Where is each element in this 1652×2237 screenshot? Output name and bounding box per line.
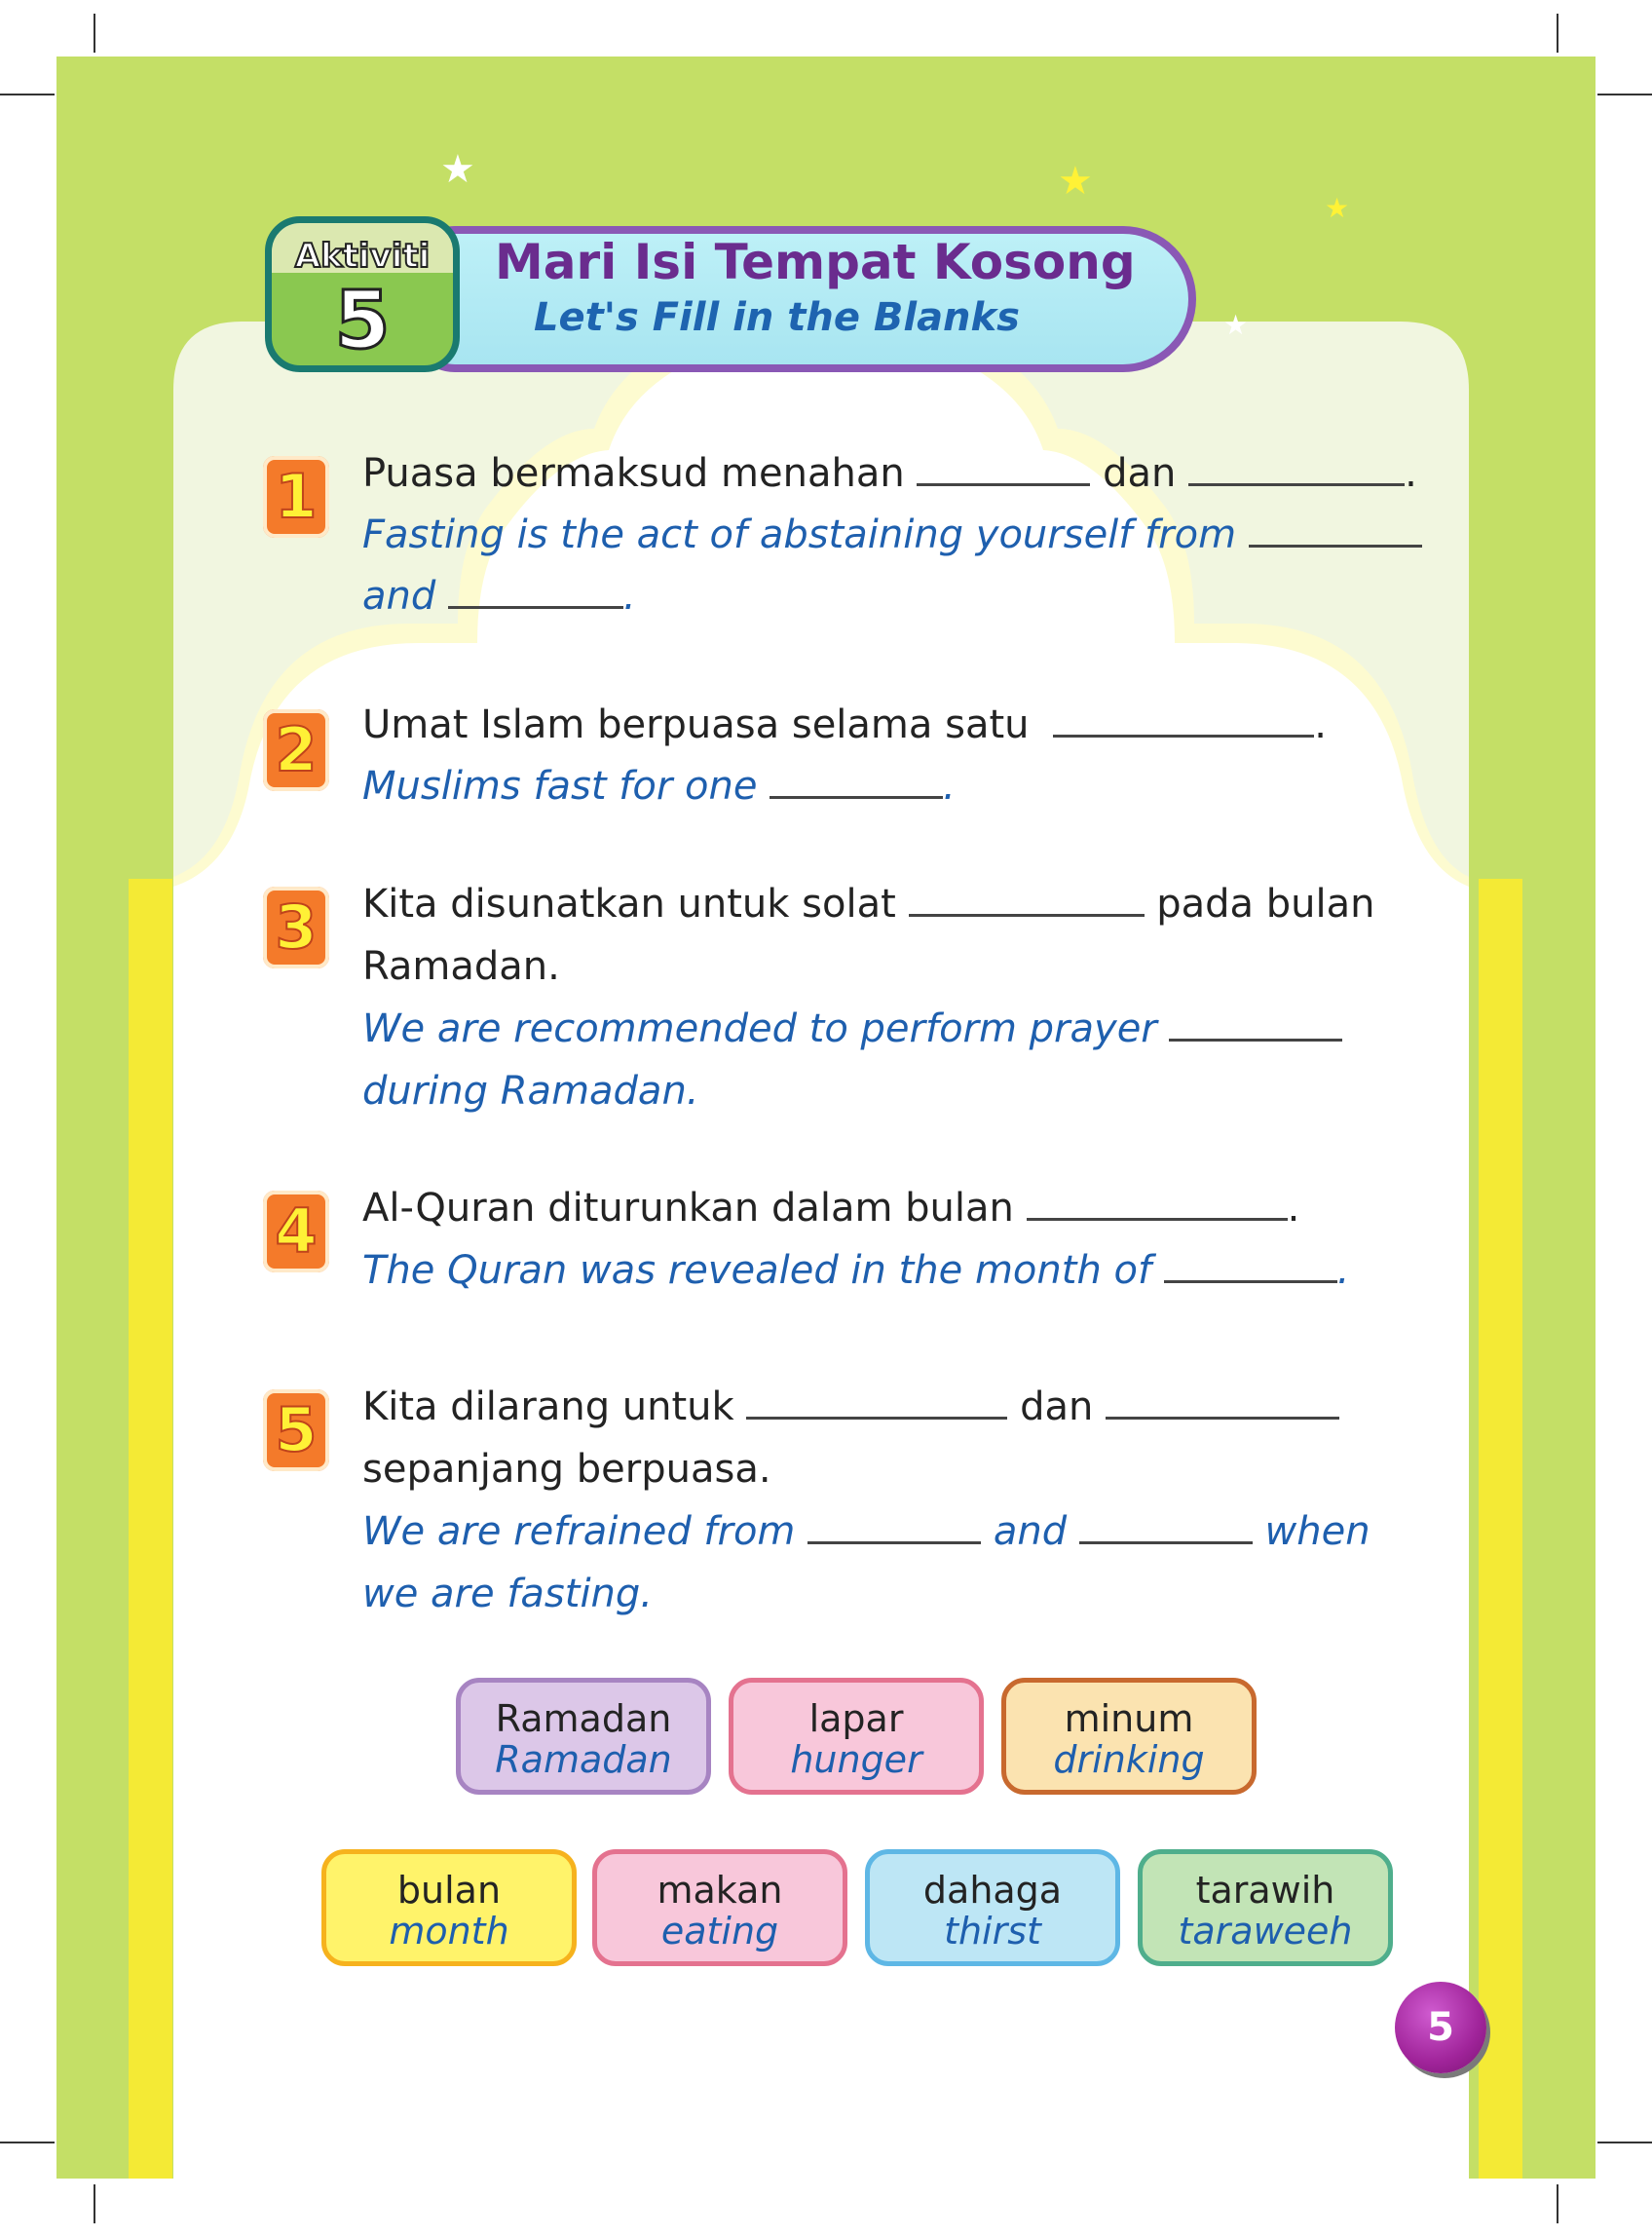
question-1-english-line-1: Fasting is the act of abstaining yourself from	[362, 510, 1422, 560]
question-number-badge: 3	[263, 887, 329, 968]
title-english: Let's Fill in the Blanks	[534, 295, 1020, 340]
question-5-malay-line-2: sepanjang berpuasa.	[362, 1447, 771, 1492]
answer-blank[interactable]	[1164, 1272, 1337, 1283]
word-chip-tarawih[interactable]: tarawih taraweeh	[1138, 1849, 1393, 1966]
question-4-malay-line-1: Al-Quran diturunkan dalam bulan .	[362, 1186, 1300, 1231]
answer-blank[interactable]	[1053, 727, 1314, 738]
question-5-malay-line-1: Kita dilarang untuk dan	[362, 1382, 1339, 1432]
word-chip-makan[interactable]: makan eating	[592, 1849, 847, 1966]
question-3-english-line-1: We are recommended to perform prayer	[362, 1004, 1342, 1054]
question-1-malay-line-1: Puasa bermaksud menahan dan .	[362, 451, 1417, 496]
answer-blank[interactable]	[1169, 1031, 1342, 1042]
answer-blank[interactable]	[807, 1534, 981, 1544]
question-2-malay-line-1: Umat Islam berpuasa selama satu .	[362, 702, 1327, 747]
question-1-english-line-2: and .	[362, 574, 636, 619]
answer-blank[interactable]	[770, 788, 943, 799]
question-5-english-line-2: we are fasting.	[362, 1572, 654, 1616]
question-2-english-line-1: Muslims fast for one .	[362, 764, 956, 809]
page-number: 5	[1395, 1982, 1486, 2073]
answer-blank[interactable]	[917, 475, 1090, 486]
question-4-english-line-1: The Quran was revealed in the month of .	[362, 1248, 1350, 1293]
word-chip-bulan[interactable]: bulan month	[321, 1849, 577, 1966]
question-3-malay-line-2: Ramadan.	[362, 944, 560, 989]
question-number-badge: 5	[263, 1389, 329, 1471]
answer-blank[interactable]	[1106, 1409, 1339, 1420]
word-chip-ramadan[interactable]: Ramadan Ramadan	[456, 1678, 711, 1795]
question-5-english-line-1: We are refrained from and when	[362, 1509, 1370, 1554]
word-chip-dahaga[interactable]: dahaga thirst	[865, 1849, 1120, 1966]
answer-blank[interactable]	[448, 598, 623, 609]
answer-blank[interactable]	[746, 1409, 1007, 1420]
star-icon: ★	[1325, 192, 1350, 224]
question-number-badge: 4	[263, 1191, 329, 1272]
star-icon: ★	[1223, 309, 1249, 341]
question-number-badge: 2	[263, 709, 329, 791]
word-chip-lapar[interactable]: lapar hunger	[729, 1678, 984, 1795]
word-chip-minum[interactable]: minum drinking	[1001, 1678, 1257, 1795]
question-3-malay-line-1: Kita disunatkan untuk solat pada bulan	[362, 882, 1375, 927]
answer-blank[interactable]	[909, 906, 1145, 917]
answer-blank[interactable]	[1249, 537, 1422, 548]
answer-blank[interactable]	[1027, 1210, 1288, 1221]
activity-number: 5	[334, 275, 391, 367]
activity-badge	[265, 216, 460, 372]
star-icon: ★	[1058, 159, 1093, 204]
answer-blank[interactable]	[1079, 1534, 1253, 1544]
star-icon: ★	[440, 147, 475, 192]
question-3-english-line-2: during Ramadan.	[362, 1069, 699, 1114]
question-number-badge: 1	[263, 456, 329, 538]
activity-label: Aktiviti	[294, 237, 431, 276]
title-malay: Mari Isi Tempat Kosong	[495, 234, 1136, 290]
answer-blank[interactable]	[1188, 475, 1405, 486]
